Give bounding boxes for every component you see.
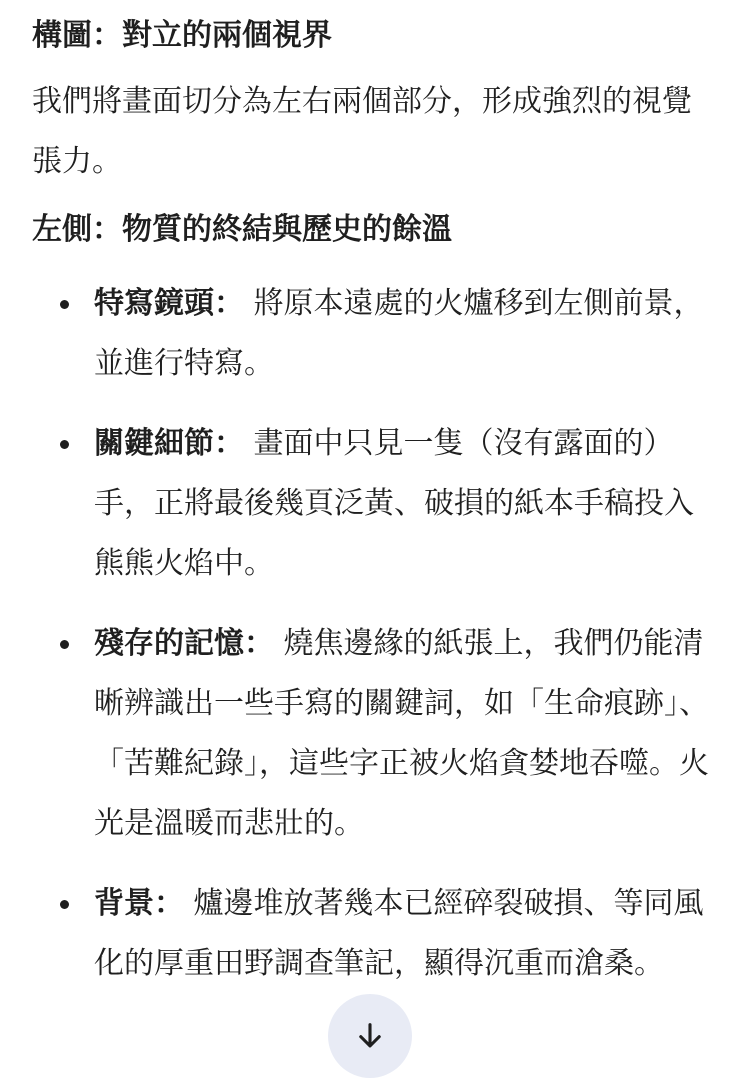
list-item-text: 爐邊堆放著幾本已經碎裂破損、等同風化的厚重田野調查筆記，顯得沉重而滄桑。 xyxy=(94,886,704,981)
bullet-dot xyxy=(60,640,69,649)
left-side-list xyxy=(32,274,712,994)
left-side-heading: 左側：物質的終結與歷史的餘溫 xyxy=(32,212,452,247)
list-item-text: 畫面中只見一隻（沒有露面的）手，正將最後幾頁泛黃、破損的紙本手稿投入熊熊火焰中。 xyxy=(94,426,694,581)
composition-intro: 我們將畫面切分為左右兩個部分，形成強烈的視覺張力。 xyxy=(32,84,692,179)
list-item-label: 背景： xyxy=(94,886,184,921)
bullet-dot xyxy=(60,440,69,449)
bullet-dot xyxy=(60,300,69,309)
list-item-label: 殘存的記憶： xyxy=(94,626,274,661)
list-item-text: 將原本遠處的火爐移到左側前景，並進行特寫。 xyxy=(94,286,704,381)
list-item xyxy=(32,274,712,394)
list-item-label: 關鍵細節： xyxy=(94,426,244,461)
chat-response xyxy=(32,10,712,1014)
list-item xyxy=(32,614,712,854)
arrow-down-icon xyxy=(353,1019,387,1053)
composition-heading: 構圖：對立的兩個視界 xyxy=(32,18,332,53)
scroll-to-bottom-button[interactable] xyxy=(328,994,412,1078)
list-item-label: 特寫鏡頭： xyxy=(94,286,244,321)
bullet-dot xyxy=(60,900,69,909)
list-item xyxy=(32,414,712,594)
list-item-text: 燒焦邊緣的紙張上，我們仍能清晰辨識出一些手寫的關鍵詞，如「生命痕跡」、「苦難紀錄」，這些字正被火焰貪婪地吞噬。火光是溫暖而悲壯的。 xyxy=(94,626,709,841)
list-item xyxy=(32,874,712,994)
